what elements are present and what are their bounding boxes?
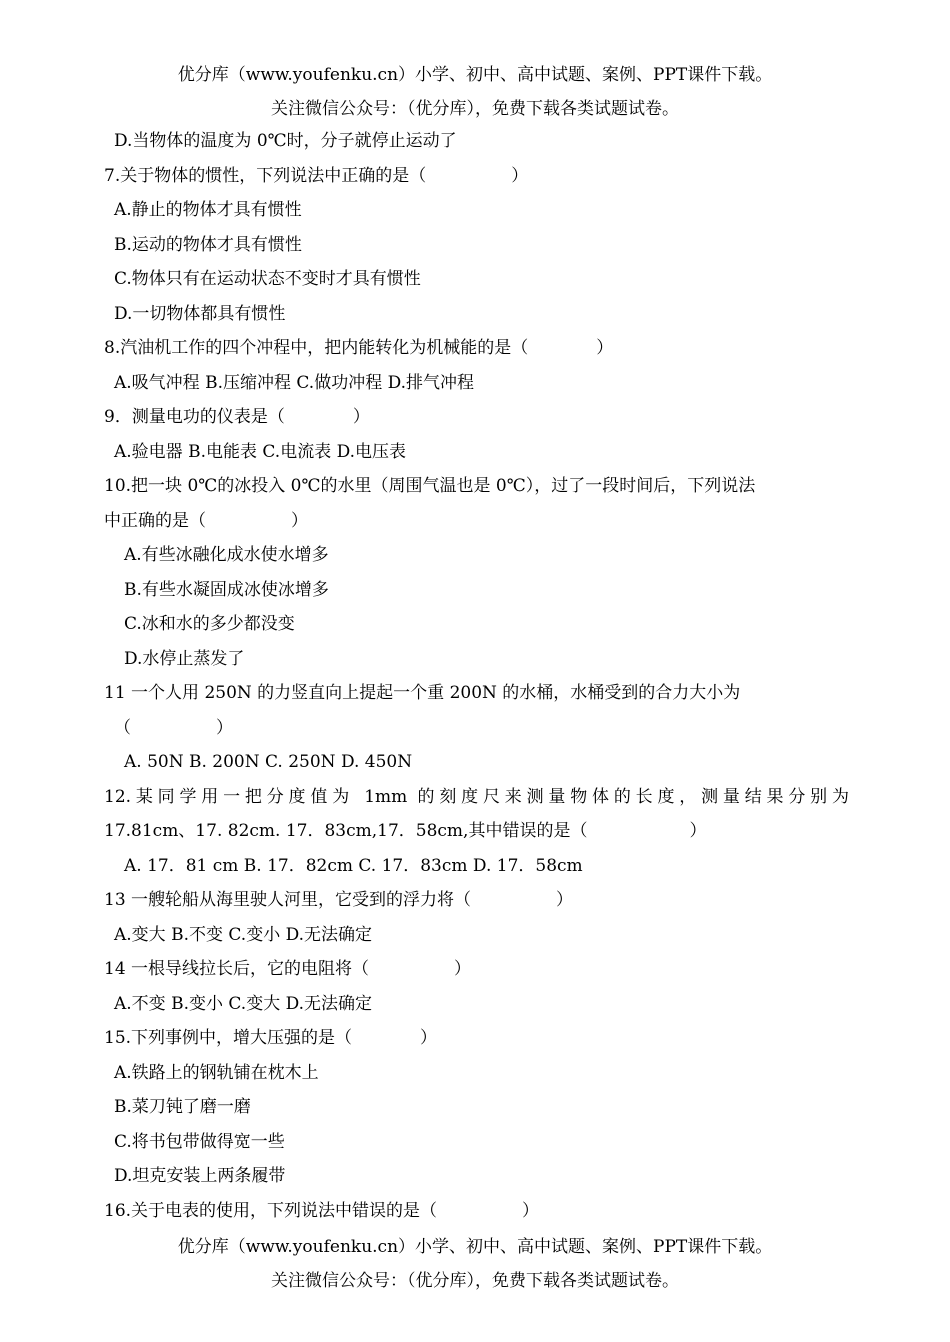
q8-options: A.吸气冲程 B.压缩冲程 C.做功冲程 D.排气冲程 xyxy=(114,372,475,393)
q10-stem-1: 10.把一块 0℃的冰投入 0℃的水里（周围气温也是 0℃），过了一段时间后，下列说法 xyxy=(104,476,756,496)
q11-options: A. 50N B. 200N C. 250N D. 450N xyxy=(124,752,413,772)
q15-option-a: A.铁路上的钢轨铺在枕木上 xyxy=(114,1062,319,1083)
document-body xyxy=(104,124,849,1228)
q15-option-b: B.菜刀钝了磨一磨 xyxy=(114,1097,251,1117)
q7-option-a: A.静止的物体才具有惯性 xyxy=(114,200,302,220)
q12-stem-1: 12.某同学用一把分度值为 1mm 的刻度尺来测量物体的长度，测量结果分别为 xyxy=(104,786,849,807)
q10-option-b: B.有些水凝固成冰使冰增多 xyxy=(124,579,329,600)
q11-stem-2: （ ） xyxy=(114,717,233,738)
q15-option-c: C.将书包带做得宽一些 xyxy=(114,1131,285,1152)
footer-line-1: 优分库（www.youfenku.cn）小学、初中、高中试题、案例、PPT课件下载。 xyxy=(177,1237,773,1257)
header-line-2: 关注微信公众号：（优分库），免费下载各类试题试卷。 xyxy=(271,99,679,119)
q6-option-d: D.当物体的温度为 0℃时，分子就停止运动了 xyxy=(114,131,457,151)
page-header xyxy=(0,58,950,126)
q12-options: A. 17．81 cm B. 17．82cm C. 17．83cm D. 17．58cm xyxy=(124,855,583,876)
q11-stem-1: 11 一个人用 250N 的力竖直向上提起一个重 200N 的水桶，水桶受到的合力大小为 xyxy=(104,683,741,703)
q7-stem: 7.关于物体的惯性，下列说法中正确的是（ ） xyxy=(104,165,529,186)
q10-stem-2: 中正确的是（ ） xyxy=(104,510,308,531)
q7-option-b: B.运动的物体才具有惯性 xyxy=(114,234,302,255)
q15-stem: 15.下列事例中，增大压强的是（ ） xyxy=(104,1028,438,1048)
q10-option-c: C.冰和水的多少都没变 xyxy=(124,614,295,634)
q13-options: A.变大 B.不变 C.变小 D.无法确定 xyxy=(114,924,373,945)
header-line-1: 优分库（www.youfenku.cn）小学、初中、高中试题、案例、PPT课件下载。 xyxy=(177,65,773,85)
q7-option-d: D.一切物体都具有惯性 xyxy=(114,303,286,324)
page-footer xyxy=(0,1230,950,1298)
q15-option-d: D.坦克安装上两条履带 xyxy=(114,1166,286,1186)
q16-stem: 16.关于电表的使用，下列说法中错误的是（ ） xyxy=(104,1200,540,1221)
q10-option-a: A.有些冰融化成水使水增多 xyxy=(124,545,329,565)
footer-line-2: 关注微信公众号：（优分库），免费下载各类试题试卷。 xyxy=(271,1271,679,1291)
q12-stem-2: 17.81cm、17. 82cm. 17．83cm,17．58cm,其中错误的是（ ） xyxy=(104,821,707,841)
q7-option-c: C.物体只有在运动状态不变时才具有惯性 xyxy=(114,269,421,289)
q8-stem: 8.汽油机工作的四个冲程中，把内能转化为机械能的是（ ） xyxy=(104,338,614,358)
q9-options: A.验电器 B.电能表 C.电流表 D.电压表 xyxy=(114,441,407,462)
q9-stem: 9．测量电功的仪表是（ ） xyxy=(104,407,370,427)
q14-options: A.不变 B.变小 C.变大 D.无法确定 xyxy=(114,993,373,1014)
q13-stem: 13 一艘轮船从海里驶人河里，它受到的浮力将（ ） xyxy=(104,890,574,910)
q14-stem: 14 一根导线拉长后，它的电阻将（ ） xyxy=(104,959,472,979)
q10-option-d: D.水停止蒸发了 xyxy=(124,648,245,669)
